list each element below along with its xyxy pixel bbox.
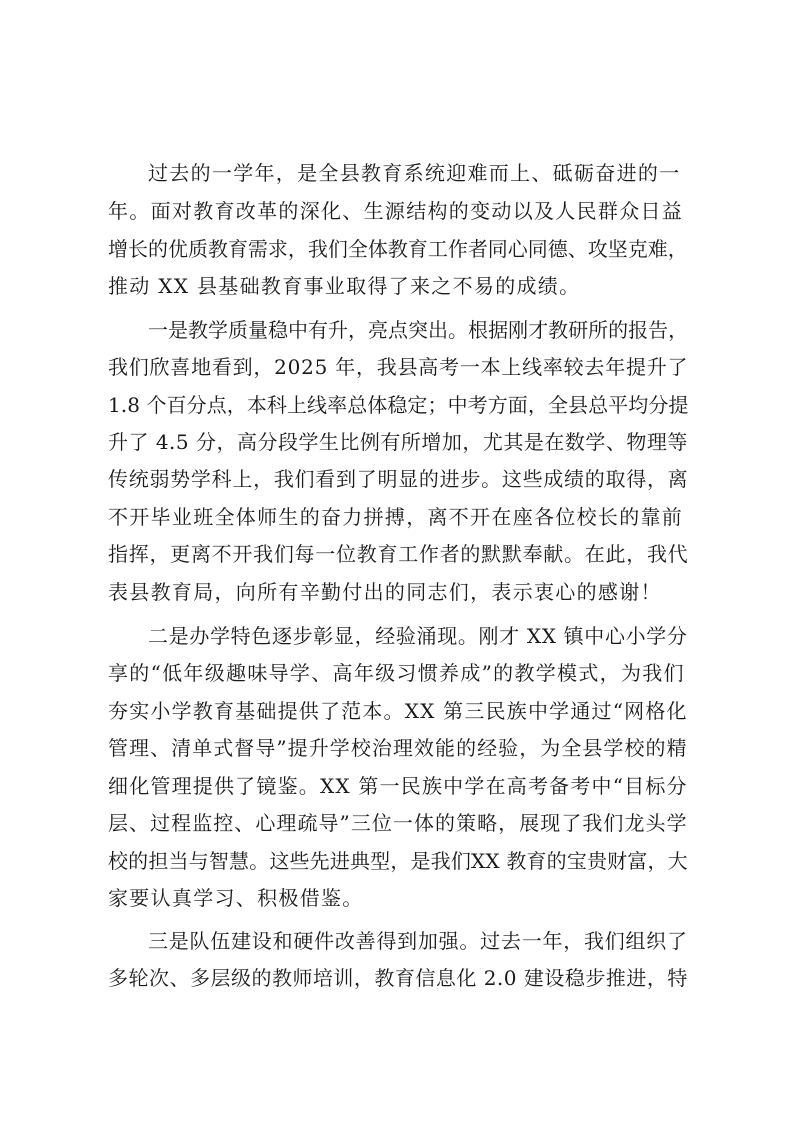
paragraph-3-line-2: 享的“低年级趣味导学、高年级习惯养成”的教学模式，为我们: [108, 661, 685, 685]
paragraph-2-line-1: 一是教学质量稳中有升，亮点突出。根据刚才教研所的报告，: [148, 318, 689, 342]
paragraph-3-line-3: 夯实小学教育基础提供了范本。XX 第三民族中学通过“网格化: [108, 699, 688, 723]
paragraph-3-line-6: 层、过程监控、心理疏导”三位一体的策略，展现了我们龙头学: [108, 811, 688, 835]
paragraph-3-line-4: 管理、清单式督导”提升学校治理效能的经验，为全县学校的精: [108, 736, 688, 760]
paragraph-2-line-2: 我们欣喜地看到，2025 年，我县高考一本上线率较去年提升了: [108, 355, 689, 379]
paragraph-1-line-3: 增长的优质教育需求，我们全体教育工作者同心同德、攻坚克难，: [108, 237, 688, 261]
paragraph-3-line-1: 二是办学特色逐步彰显，经验涌现。刚才 XX 镇中心小学分: [148, 624, 688, 648]
paragraph-1-line-1: 过去的一学年，是全县教育系统迎难而上、砥砺奋进的一: [148, 161, 681, 185]
paragraph-1-line-2: 年。面对教育改革的深化、生源结构的变动以及人民群众日益: [108, 199, 684, 223]
paragraph-4-line-2: 多轮次、多层级的教师培训，教育信息化 2.0 建设稳步推进，特: [108, 966, 688, 990]
paragraph-2-line-8: 表县教育局，向所有辛勤付出的同志们，表示衷心的感谢！: [108, 580, 662, 604]
paragraph-3-line-7: 校的担当与智慧。这些先进典型，是我们XX 教育的宝贵财富，大: [108, 849, 688, 873]
paragraph-2-line-4: 升了 4.5 分，高分段学生比例有所增加，尤其是在数学、物理等: [108, 430, 688, 454]
paragraph-1-line-4: 推动 XX 县基础教育事业取得了来之不易的成绩。: [108, 274, 581, 298]
paragraph-3-line-8: 家要认真学习、积极借鉴。: [108, 886, 364, 910]
paragraph-4-line-1: 三是队伍建设和硬件改善得到加强。过去一年，我们组织了: [148, 929, 688, 953]
paragraph-2-line-3: 1.8 个百分点，本科上线率总体稳定；中考方面，全县总平均分提: [108, 393, 689, 417]
paragraph-2-line-6: 不开毕业班全体师生的奋力拼搏，离不开在座各位校长的靠前: [108, 505, 684, 529]
paragraph-3-line-5: 细化管理提供了镜鉴。XX 第一民族中学在高考备考中“目标分: [108, 774, 688, 798]
paragraph-2-line-7: 指挥，更离不开我们每一位教育工作者的默默奉献。在此，我代: [108, 542, 689, 566]
paragraph-2-line-5: 传统弱势学科上，我们看到了明显的进步。这些成绩的取得，离: [108, 467, 689, 491]
